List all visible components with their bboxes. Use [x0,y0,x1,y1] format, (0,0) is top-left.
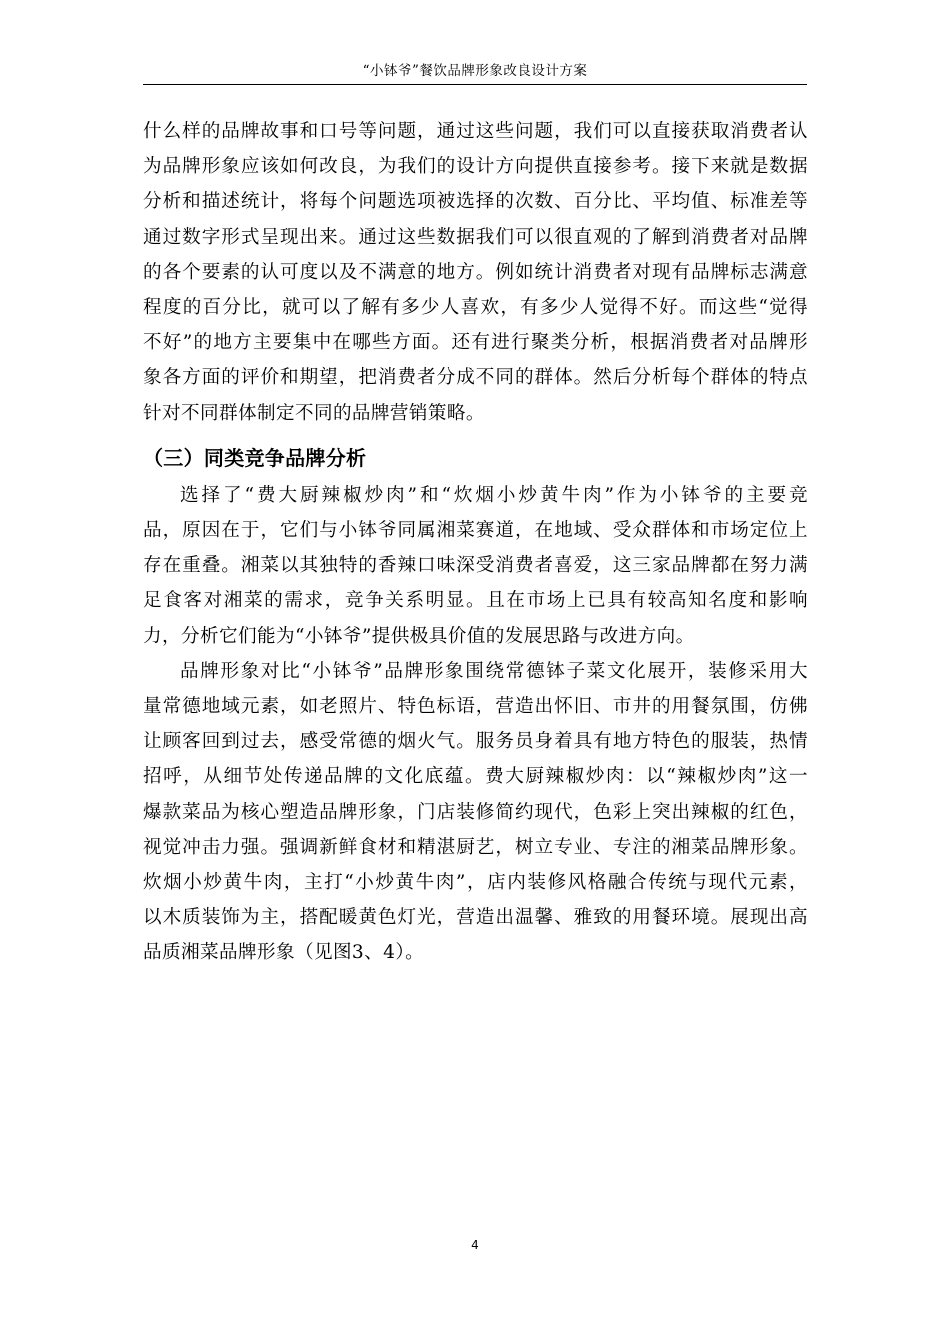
text-line: 爆款菜品为核心塑造品牌形象，门店装修简约现代，色彩上突出辣椒的红色， [143,801,808,823]
running-header: “小钵爷”餐饮品牌形象改良设计方案 [143,58,807,85]
text-line: 炊烟小炒黄牛肉，主打“小炒黄牛肉”，店内装修风格融合传统与现代元素， [143,872,808,894]
text-line: 不好”的地方主要集中在哪些方面。还有进行聚类分析，根据消费者对品牌形 [143,332,808,354]
text-line: 程度的百分比，就可以了解有多少人喜欢，有多少人觉得不好。而这些“觉得 [143,297,808,319]
text-line: 视觉冲击力强。强调新鲜食材和精湛厨艺，树立专业、专注的湘菜品牌形象。 [143,836,808,858]
paragraph-competitors [143,478,808,654]
section-heading: （三）同类竞争品牌分析 [143,445,367,470]
text-line: 选择了“费大厨辣椒炒肉”和“炊烟小炒黄牛肉”作为小钵爷的主要竞 [180,484,808,506]
text-line: 什么样的品牌故事和口号等问题，通过这些问题，我们可以直接获取消费者认 [143,121,808,142]
text-line: 通过数字形式呈现出来。通过这些数据我们可以很直观的了解到消费者对品牌 [143,226,808,248]
text-line: 象各方面的评价和期望，把消费者分成不同的群体。然后分析每个群体的特点 [143,367,808,389]
text-line: 量常德地域元素，如老照片、特色标语，营造出怀旧、市井的用餐氛围，仿佛 [143,696,808,718]
text-line: 让顾客回到过去，感受常德的烟火气。服务员身着具有地方特色的服装，热情 [143,731,808,753]
text-line: 为品牌形象应该如何改良，为我们的设计方向提供直接参考。接下来就是数据 [143,156,808,178]
text-line: 品牌形象对比“小钵爷”品牌形象围绕常德钵子菜文化展开，装修采用大 [180,660,808,682]
paragraph-brand-image-comparison [143,654,808,971]
text-line: 力，分析它们能为“小钵爷”提供极具价值的发展思路与改进方向。 [143,625,695,647]
text-line: 足食客对湘菜的需求，竞争关系明显。且在市场上已具有较高知名度和影响 [143,590,808,612]
text-line: 品，原因在于，它们与小钵爷同属湘菜赛道，在地域、受众群体和市场定位上 [143,520,808,542]
text-line: 针对不同群体制定不同的品牌营销策略。 [143,402,485,424]
text-line: 招呼，从细节处传递品牌的文化底蕴。费大厨辣椒炒肉：以“辣椒炒肉”这一 [143,766,808,788]
page-number: 4 [471,1238,479,1252]
text-line: 分析和描述统计，将每个问题选项被选择的次数、百分比、平均值、标准差等 [143,191,808,213]
text-line: 的各个要素的认可度以及不满意的地方。例如统计消费者对现有品牌标志满意 [143,261,808,283]
text-line: 品质湘菜品牌形象（见图3、4）。 [143,942,425,964]
document-body [143,114,808,971]
text-line: 存在重叠。湘菜以其独特的香辣口味深受消费者喜爱，这三家品牌都在努力满 [143,555,808,577]
paragraph-survey-analysis [143,114,808,431]
text-line: 以木质装饰为主，搭配暖黄色灯光，营造出温馨、雅致的用餐环境。展现出高 [143,907,808,929]
